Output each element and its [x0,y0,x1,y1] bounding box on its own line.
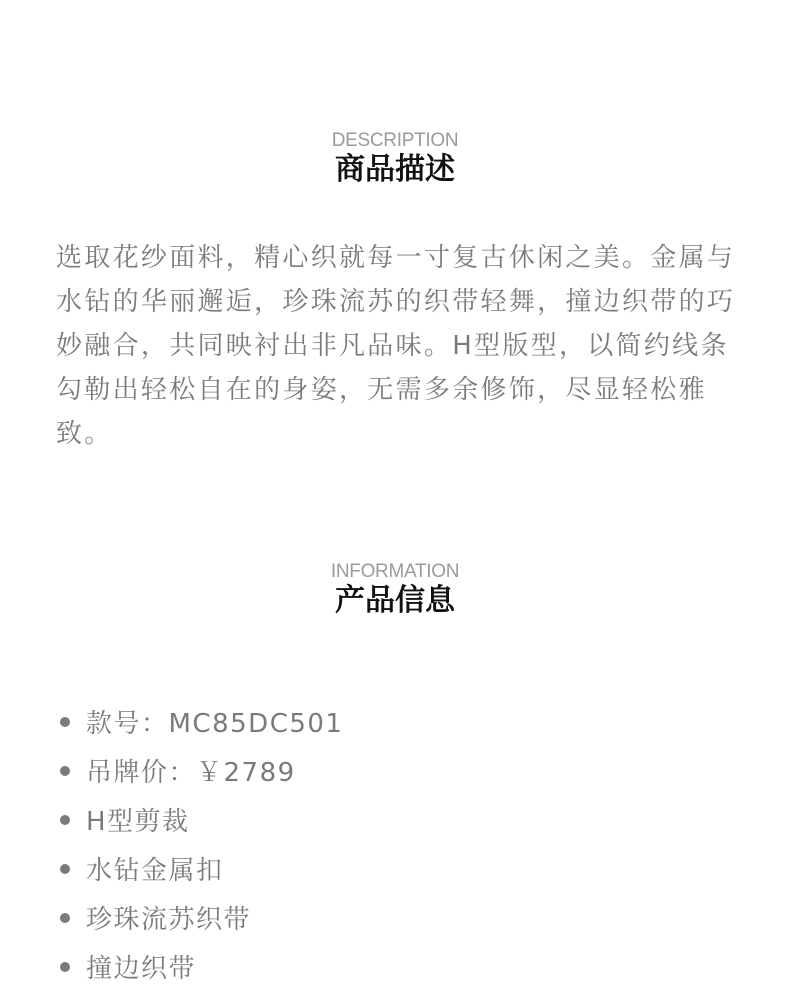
information-title: 产品信息 [335,583,455,618]
information-eyebrow: INFORMATION [330,561,460,582]
info-item-text: H型剪裁 [86,807,190,837]
bullet-icon [60,766,70,776]
info-item-text: 水钻金属扣 [86,856,224,886]
info-item-text: 款号：MC85DC501 [86,709,344,739]
info-item-text: 珍珠流苏织带 [86,905,252,935]
bullet-icon [60,717,70,727]
info-item-pearl-tassel [60,893,343,942]
info-item-text: 撞边织带 [86,954,197,984]
info-item-cut [60,795,343,844]
description-eyebrow: DESCRIPTION [331,130,459,151]
description-body: 选取花纱面料，精心织就每一寸复古休闲之美。金属与水钻的华丽邂逅，珍珠流苏的织带轻舞，撞边织带的巧妙融合，共同映衬出非凡品味。H型版型，以简约线条勾勒出轻松自在的身姿，无需多余修饰，尽显轻松雅致。 [56,243,736,449]
description-header [0,130,790,188]
bullet-icon [60,815,70,825]
description-title: 商品描述 [335,152,455,187]
info-item-contrast-trim [60,942,343,991]
bullet-icon [60,962,70,972]
bullet-icon [60,864,70,874]
bullet-icon [60,913,70,923]
information-header [0,561,790,619]
info-item-text: 吊牌价：￥2789 [86,758,296,788]
information-list [60,697,343,991]
info-item-style-number [60,697,343,746]
info-item-buckle [60,844,343,893]
info-item-price [60,746,343,795]
